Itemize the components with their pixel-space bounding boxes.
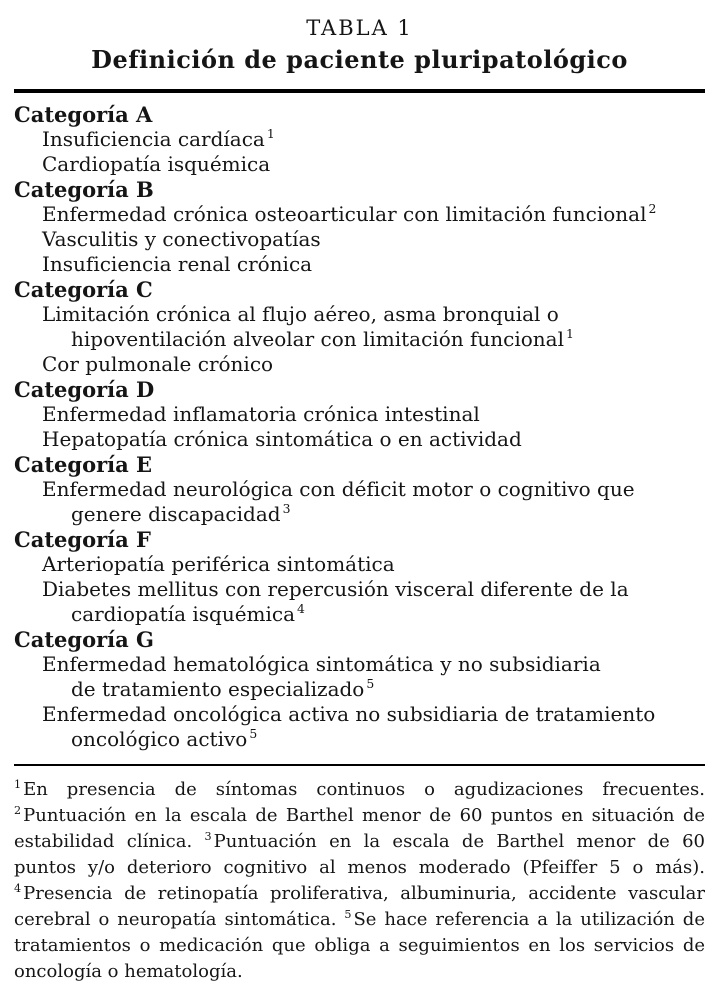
footnote-number: 5 — [344, 908, 352, 921]
item-text: Insuficiencia renal crónica — [42, 252, 313, 276]
item-text: Enfermedad crónica osteoarticular con limitación funcional — [42, 202, 647, 226]
item-text: Vasculitis y conectivopatías — [42, 227, 321, 251]
item-text: Insuficiencia cardíaca — [42, 127, 265, 151]
item-line — [14, 577, 705, 602]
table-title: Definición de paciente pluripatológico — [91, 45, 628, 74]
item-line — [14, 702, 705, 727]
footnote-text: Puntuación en la escala de Barthel menor de 60 puntos y/o deterioro cognitivo al menos moderado (Pfeiffer 5 o más). — [14, 831, 705, 878]
category-heading: Categoría C — [14, 277, 153, 302]
footnote-number: 4 — [14, 882, 22, 895]
footnote-text: En presencia de síntomas continuos o agudizaciones frecuentes. — [23, 779, 705, 800]
footnote-marker: 2 — [648, 201, 657, 217]
item-line — [14, 352, 705, 377]
item-text: genere discapacidad — [71, 502, 281, 526]
item-line — [14, 152, 705, 177]
item-text: Enfermedad inflamatoria crónica intestinal — [42, 402, 480, 426]
item-line — [14, 227, 705, 252]
footnote-marker: 5 — [249, 726, 258, 742]
item-text: oncológico activo — [71, 727, 248, 751]
footnotes — [14, 777, 705, 985]
item-text: Diabetes mellitus con repercusión visceral diferente de la — [42, 577, 629, 601]
footnote-number: 1 — [14, 778, 22, 791]
footnote-marker: 1 — [565, 326, 574, 342]
item-text: hipoventilación alveolar con limitación funcional — [71, 327, 564, 351]
item-line — [14, 477, 705, 502]
item-line — [14, 127, 705, 152]
item-text: Cor pulmonale crónico — [42, 352, 274, 376]
item-text: Enfermedad oncológica activa no subsidiaria de tratamiento — [42, 702, 656, 726]
top-rule — [14, 89, 705, 93]
item-line — [14, 402, 705, 427]
item-text: Cardiopatía isquémica — [42, 152, 271, 176]
item-line — [14, 302, 705, 327]
category-heading: Categoría E — [14, 452, 153, 477]
category-heading: Categoría F — [14, 527, 151, 552]
item-text: Enfermedad neurológica con déficit motor o cognitivo que — [42, 477, 635, 501]
footnote-rule — [14, 764, 705, 766]
footnote-text: Presencia de retinopatía proliferativa, albuminuria, accidente vascular cerebral o neuropatía sintomática. — [14, 883, 705, 930]
footnote-marker: 3 — [282, 501, 291, 517]
item-text: Hepatopatía crónica sintomática o en actividad — [42, 427, 522, 451]
footnote-number: 2 — [14, 804, 22, 817]
footnote-marker: 5 — [366, 676, 375, 692]
item-text: Limitación crónica al flujo aéreo, asma bronquial o — [42, 302, 559, 326]
item-line — [14, 502, 705, 527]
item-line — [14, 727, 705, 752]
item-line — [14, 602, 705, 627]
category-list — [14, 102, 705, 752]
item-line — [14, 327, 705, 352]
item-text: Enfermedad hematológica sintomática y no subsidiaria — [42, 652, 601, 676]
item-line — [14, 652, 705, 677]
category-heading: Categoría A — [14, 102, 153, 127]
category-heading: Categoría D — [14, 377, 155, 402]
item-text: cardiopatía isquémica — [71, 602, 296, 626]
table-label: TABLA 1 — [306, 16, 413, 40]
item-line — [14, 202, 705, 227]
item-line — [14, 677, 705, 702]
category-heading: Categoría G — [14, 627, 154, 652]
item-text: de tratamiento especializado — [71, 677, 365, 701]
item-line — [14, 552, 705, 577]
footnote-marker: 1 — [266, 126, 275, 142]
item-line — [14, 427, 705, 452]
footnote-text: Se hace referencia a la utilización de tratamientos o medicación que obliga a seguimientos en los servicios de oncología o hematología. — [14, 909, 705, 982]
item-line — [14, 252, 705, 277]
category-heading: Categoría B — [14, 177, 154, 202]
footnote-number: 3 — [204, 830, 212, 843]
item-text: Arteriopatía periférica sintomática — [42, 552, 395, 576]
footnote-marker: 4 — [297, 601, 305, 617]
footnote-text: Puntuación en la escala de Barthel menor de 60 puntos en situación de estabilidad clínica. — [14, 805, 705, 852]
